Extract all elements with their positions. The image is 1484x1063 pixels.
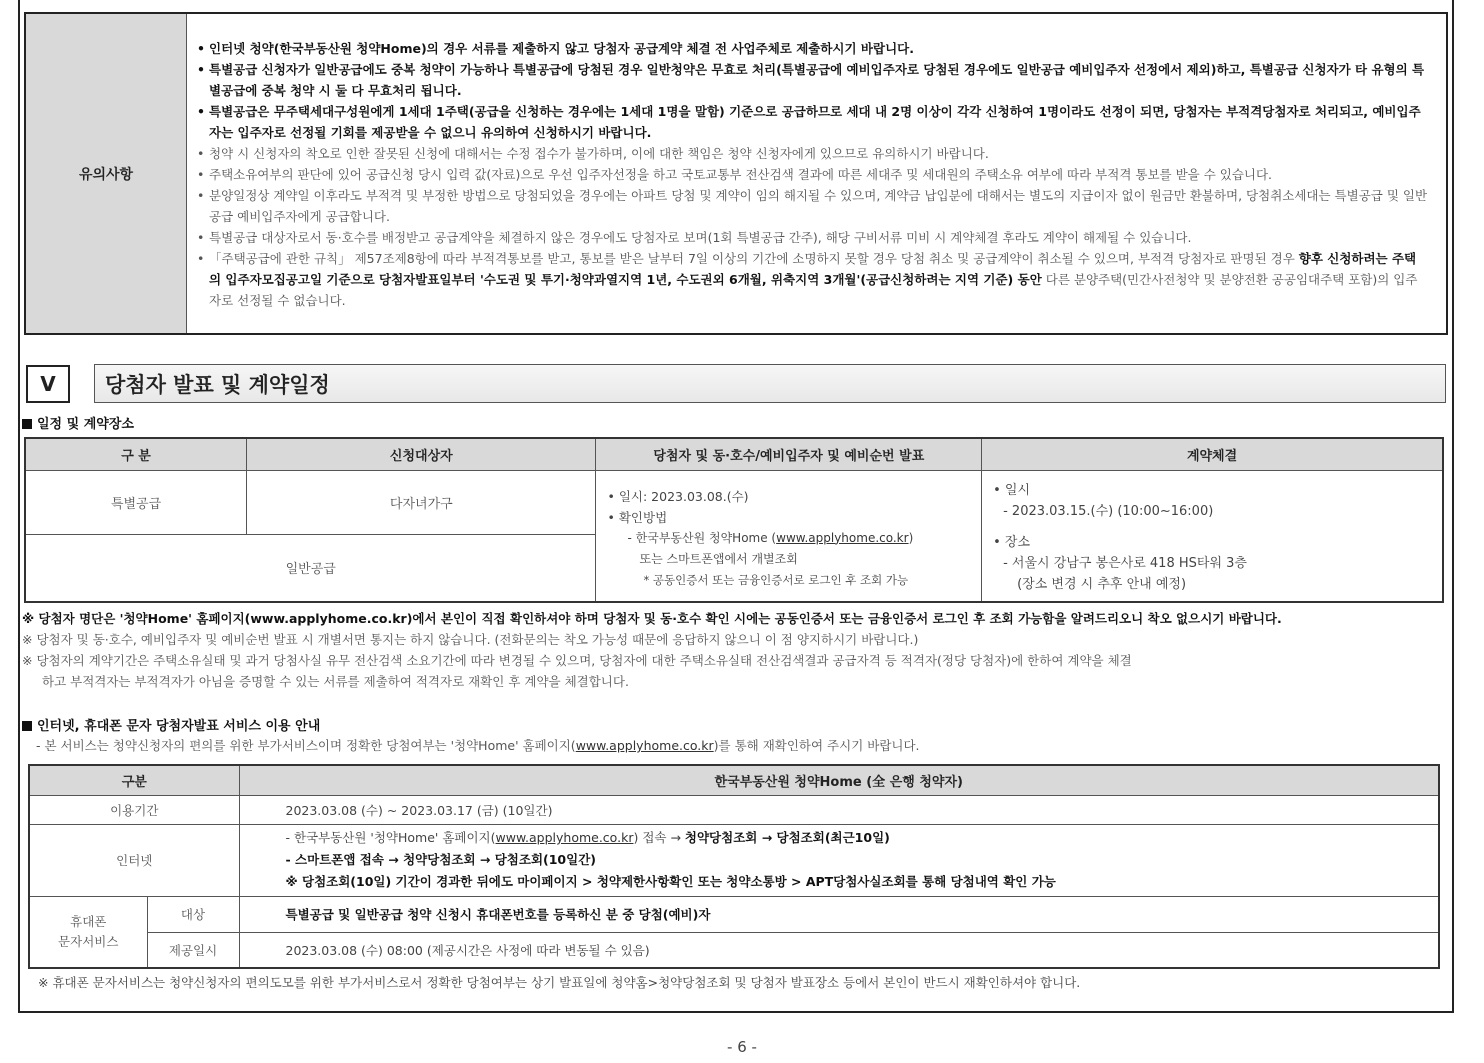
applyhome-link[interactable]: www.applyhome.co.kr	[495, 830, 634, 845]
note-item: • 인터넷 청약(한국부동산원 청약Home)의 경우 서류를 제출하지 않고 당첨자 공급계약 체결 전 사업주체로 제출하시기 바랍니다.	[197, 38, 1428, 59]
note-text: 「주택공급에 관한 규칙」 제57조제8항에 따라 부적격통보를 받고, 통보를 받은 날부터 7일 이상의 기간에 소명하지 못할 경우 당첨 취소 및 공급계약이 취소될 수 있으며, 부적격 당첨자로 판명된 경우	[209, 251, 1299, 266]
table-header: 한국부동산원 청약Home (全 은행 청약자)	[239, 765, 1439, 795]
note-item	[197, 248, 1428, 311]
target-cell: 다자녀가구	[247, 470, 596, 534]
note-item: • 특별공급 신청자가 일반공급에도 중복 청약이 가능하나 특별공급에 당첨된 경우 일반청약은 무효로 처리(특별공급에 예비입주자로 당첨된 경우에도 일반공급 예비입주자 선정에서 제외)하고, 특별공급 신청자가 타 유형의 특별공급에 중복 청약 시 둘 다 무효처리 됩니다.	[197, 59, 1428, 101]
notes-box	[24, 12, 1448, 335]
schedule-table	[24, 437, 1444, 603]
announce-note: * 공동인증서 또는 금융인증서로 로그인 후 조회 가능	[643, 572, 909, 587]
contract-place-note: (장소 변경 시 추후 안내 예정)	[1017, 576, 1187, 592]
table-header: 구 분	[25, 438, 247, 470]
internet-label: 인터넷	[29, 824, 239, 896]
mobile-label: 휴대폰 문자서비스	[29, 896, 147, 968]
table-header: 신청대상자	[247, 438, 596, 470]
announce-method: • 확인방법	[607, 509, 668, 525]
note-item: • 특별공급은 무주택세대구성원에게 1세대 1주택(공급을 신청하는 경우에는 1세대 1명을 말함) 기준으로 공급하므로 세대 내 2명 이상이 각각 신청하여 1명이라도 선정이 되면, 당첨자는 부적격당첨자로 처리되고, 예비입주자는 입주자로 선정될 기회를 제공받을 수 없으니 유의하여 신청하시기 바랍니다.	[197, 101, 1428, 143]
schedule-heading-text: 일정 및 계약장소	[37, 417, 134, 432]
table-header: 구분	[29, 765, 239, 795]
note-emphasis: 향후 신청하려는 주택의 입주자모집공고일 기준으로 당첨자발표일부터 '수도권 및 투기·청약과열지역 1년, 수도권외 6개월, 위축지역 3개월'(공급신청하려는 지역 기준) 동안	[209, 251, 1417, 287]
internet-value	[239, 824, 1439, 896]
sms-footnote: ※ 휴대폰 문자서비스는 청약신청자의 편의도모를 위한 부가서비스로서 정확한 당첨여부는 상기 발표일에 청약홈>청약당첨조회 및 당첨자 발표장소 등에서 본인이 반드시 재확인하셔야 합니다.	[38, 975, 1081, 990]
sms-heading-text: 인터넷, 휴대폰 문자 당첨자발표 서비스 이용 안내	[37, 719, 321, 734]
notes-list	[187, 14, 1446, 333]
internet-line: - 스마트폰앱 접속 → 청약당첨조회 → 당첨조회(10일간)	[285, 852, 596, 867]
supply-type-cell: 특별공급	[25, 470, 247, 534]
contract-cell	[982, 470, 1443, 602]
section-title: 당첨자 발표 및 계약일정	[94, 364, 1446, 403]
note-item: • 분양일정상 계약일 이후라도 부적격 및 부정한 방법으로 당첨되었을 경우에는 아파트 당첨 및 계약이 임의 해지될 수 있으며, 계약금 납입분에 대해서는 별도의 지급이자 없이 원금만 환불하며, 당첨취소세대는 특별공급 및 일반공급 예비입주자에게 공급합니다.	[197, 185, 1428, 227]
table-header: 계약체결	[982, 438, 1443, 470]
contract-date-label: • 일시	[993, 482, 1031, 498]
contract-place-label: • 장소	[993, 534, 1031, 550]
provide-value: 2023.03.08 (수) 08:00 (제공시간은 사정에 따라 변동될 수 있음)	[239, 932, 1439, 968]
sms-intro: - 본 서비스는 청약신청자의 편의를 위한 부가서비스이며 정확한 당첨여부는 '청약Home' 홈페이지(www.applyhome.co.kr)를 통해 재확인하여 주시기 바랍니다.	[36, 738, 920, 753]
square-bullet-icon	[22, 721, 32, 731]
notice-line: ※ 당첨자의 계약기간은 주택소유실태 및 과거 당첨사실 유무 전산검색 소요기간에 따라 변경될 수 있으며, 당첨자에 대한 주택소유실태 전산검색결과 공급자격 등 적격자(정당 당첨자)에 한하여 계약을 체결	[22, 653, 1132, 668]
announce-line: - 한국부동산원 청약Home (www.applyhome.co.kr)	[627, 530, 914, 545]
contract-place: - 서울시 강남구 봉은사로 418 HS타워 3층	[1003, 555, 1247, 571]
target-label: 대상	[147, 896, 239, 932]
note-item: • 주택소유여부의 판단에 있어 공급신청 당시 입력 값(자료)으로 우선 입주자선정을 하고 국토교통부 전산검색 결과에 따른 세대주 및 세대원의 주택소유 여부에 따라 부적격 통보를 받을 수 있습니다.	[197, 164, 1428, 185]
section-number: V	[26, 365, 70, 403]
notice-line: ※ 당첨자 명단은 '청약Home' 홈페이지(www.applyhome.co.kr)에서 본인이 직접 확인하셔야 하며 당첨자 및 동·호수 확인 시에는 공동인증서 또는 금융인증서 로그인 후 조회 가능함을 알려드리오니 착오 없으시기 바랍니다.	[22, 611, 1282, 626]
internet-line: ※ 당첨조회(10일) 기간이 경과한 뒤에도 마이페이지 > 청약제한사항확인 또는 청약소통방 > APT당첨사실조회를 통해 당첨내역 확인 가능	[285, 874, 1056, 889]
sms-heading	[22, 715, 320, 734]
table-header: 당첨자 및 동·호수/예비입주자 및 예비순번 발표	[596, 438, 982, 470]
schedule-heading	[22, 413, 134, 432]
provide-label: 제공일시	[147, 932, 239, 968]
notices	[22, 608, 1452, 692]
note-item: • 특별공급 대상자로서 동·호수를 배정받고 공급계약을 체결하지 않은 경우에도 당첨자로 보며(1회 특별공급 간주), 해당 구비서류 미비 시 계약체결 후라도 계약이 해제될 수 있습니다.	[197, 227, 1428, 248]
announce-cell	[596, 470, 982, 602]
internet-line: - 한국부동산원 '청약Home' 홈페이지(www.applyhome.co.kr) 접속 → 청약당첨조회 → 당첨조회(최근10일)	[285, 830, 890, 845]
note-text: 다른 분양주택(민간사전청약 및 분양전환 공공임대주택 포함)의 입주자로 선정될 수 없습니다.	[209, 272, 1418, 308]
sms-table	[28, 764, 1440, 969]
notice-line: 하고 부적격자는 부적격자가 아님을 증명할 수 있는 서류를 제출하여 적격자로 재확인 후 계약을 체결합니다.	[42, 674, 629, 689]
period-value: 2023.03.08 (수) ~ 2023.03.17 (금) (10일간)	[239, 795, 1439, 824]
announce-date: • 일시: 2023.03.08.(수)	[607, 488, 749, 504]
notes-header: 유의사항	[26, 14, 187, 333]
applyhome-link[interactable]: www.applyhome.co.kr	[575, 738, 714, 753]
notice-line: ※ 당첨자 및 동·호수, 예비입주자 및 예비순번 발표 시 개별서면 통지는 하지 않습니다. (전화문의는 착오 가능성 때문에 응답하지 않으니 이 점 양지하시기 바랍니다.)	[22, 632, 919, 647]
announce-line: 또는 스마트폰앱에서 개별조회	[639, 551, 798, 566]
square-bullet-icon	[22, 419, 32, 429]
page-number: - 6 -	[727, 1038, 757, 1056]
applyhome-link[interactable]: www.applyhome.co.kr	[776, 530, 909, 545]
period-label: 이용기간	[29, 795, 239, 824]
supply-type-cell: 일반공급	[25, 534, 596, 602]
note-item: • 청약 시 신청자의 착오로 인한 잘못된 신청에 대해서는 수정 접수가 불가하며, 이에 대한 책임은 청약 신청자에게 있으므로 유의하시기 바랍니다.	[197, 143, 1428, 164]
contract-date: - 2023.03.15.(수) (10:00~16:00)	[1003, 503, 1214, 519]
target-value: 특별공급 및 일반공급 청약 신청시 휴대폰번호를 등록하신 분 중 당첨(예비)자	[239, 896, 1439, 932]
